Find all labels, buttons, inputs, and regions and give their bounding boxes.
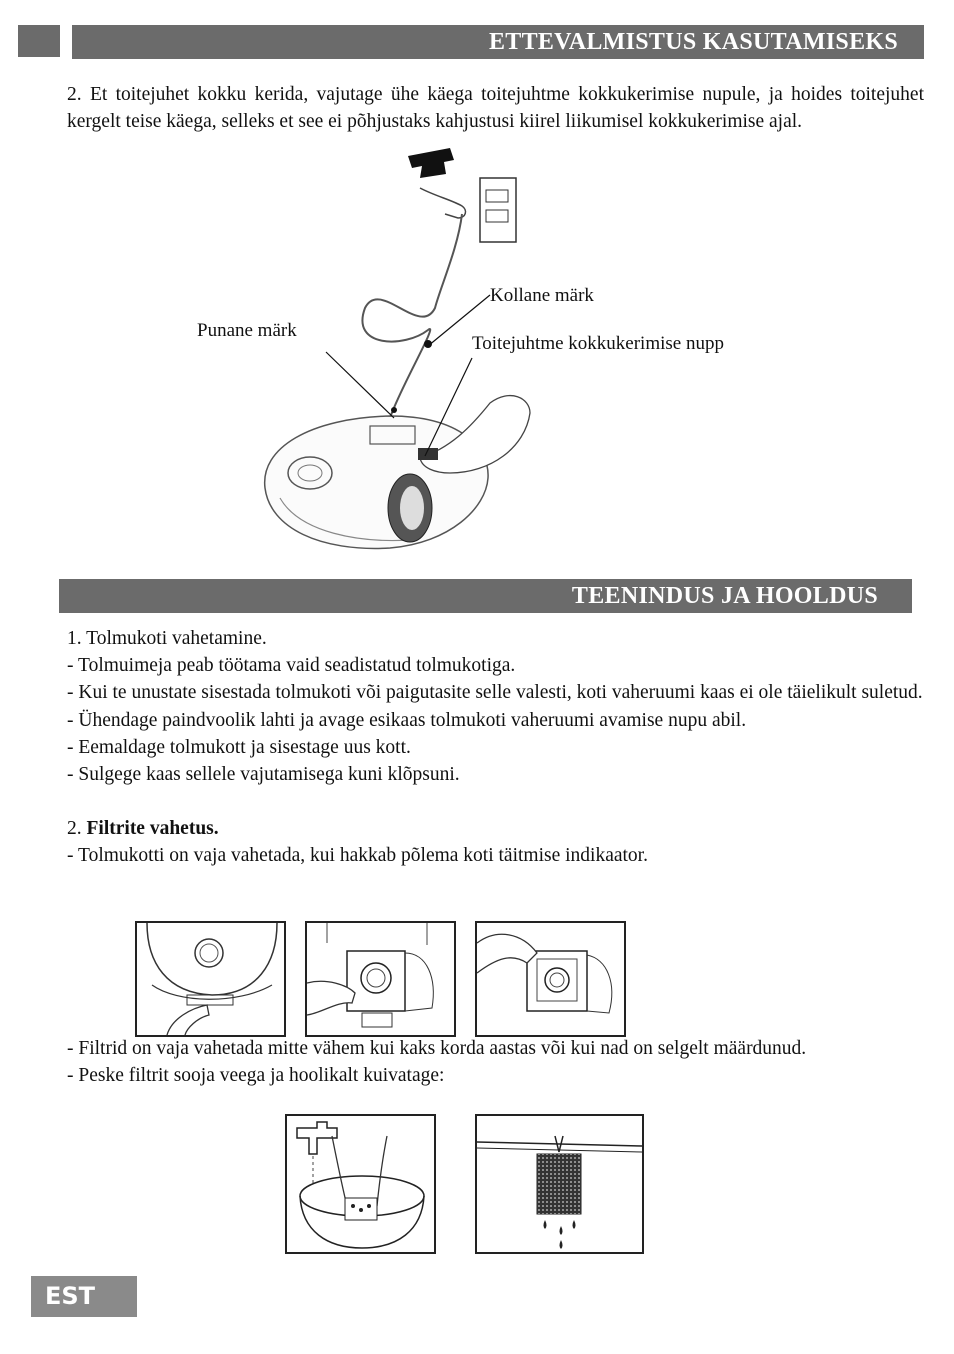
service-line: - Tolmukotti on vaja vahetada, kui hakkab põlema koti täitmise indikaator. <box>67 845 648 867</box>
filter-heading-title: Filtrite vahetus. <box>86 818 219 840</box>
label-cord-rewind-button: Toitejuhtme kokkukerimise nupp <box>472 333 724 354</box>
service-text <box>67 625 924 870</box>
figure-leader-lines <box>0 0 954 600</box>
filter-heading-number: 2. <box>67 818 82 840</box>
filter-heading <box>67 815 924 842</box>
intro-paragraph: 2. Et toitejuhet kokku kerida, vajutage ühe käega toitejuhtme kokkukerimise nupule, ja hoides toitejuhet kergelt teise käega, selleks et see ei põhjustaks kahjustusi kiirel liikumisel kokkukerimise ajal. <box>67 84 924 132</box>
filter-washing-image <box>285 1114 436 1254</box>
label-yellow-mark: Kollane märk <box>490 285 594 306</box>
service-line: - Tolmuimeja peab töötama vaid seadistatud tolmukotiga. <box>67 655 516 677</box>
filter-line: - Peske filtrit sooja veega ja hoolikalt kuivatage: <box>67 1065 445 1087</box>
section-title-service: TEENINDUS JA HOOLDUS <box>59 579 912 613</box>
service-line: - Eemaldage tolmukott ja sisestage uus kott. <box>67 736 411 758</box>
service-line: - Kui te unustate sisestada tolmukoti või paigutasite selle valesti, koti vaheruumi kaas ei ole täielikult suletud. <box>67 682 923 704</box>
filter-line: - Filtrid on vaja vahetada mitte vähem kui kaks korda aastas või kui nad on selgelt määrdunud. <box>67 1038 807 1059</box>
filter-text <box>67 1035 937 1089</box>
filter-drying-image <box>475 1114 644 1254</box>
section-title-preparation: ETTEVALMISTUS KASUTAMISEKS <box>72 25 924 59</box>
service-line: - Ühendage paindvoolik lahti ja avage esikaas tolmukoti vaheruumi avamise nupu abil. <box>67 709 747 731</box>
language-badge: EST <box>31 1276 137 1317</box>
label-red-mark: Punane märk <box>197 320 297 341</box>
dustbag-step-insert-bag-image <box>475 921 626 1037</box>
service-line: - Sulgege kaas sellele vajutamisega kuni klõpsuni. <box>67 764 460 786</box>
service-line: 1. Tolmukoti vahetamine. <box>67 628 267 649</box>
dustbag-step-open-lid-image <box>135 921 286 1037</box>
dustbag-step-remove-bag-image <box>305 921 456 1037</box>
